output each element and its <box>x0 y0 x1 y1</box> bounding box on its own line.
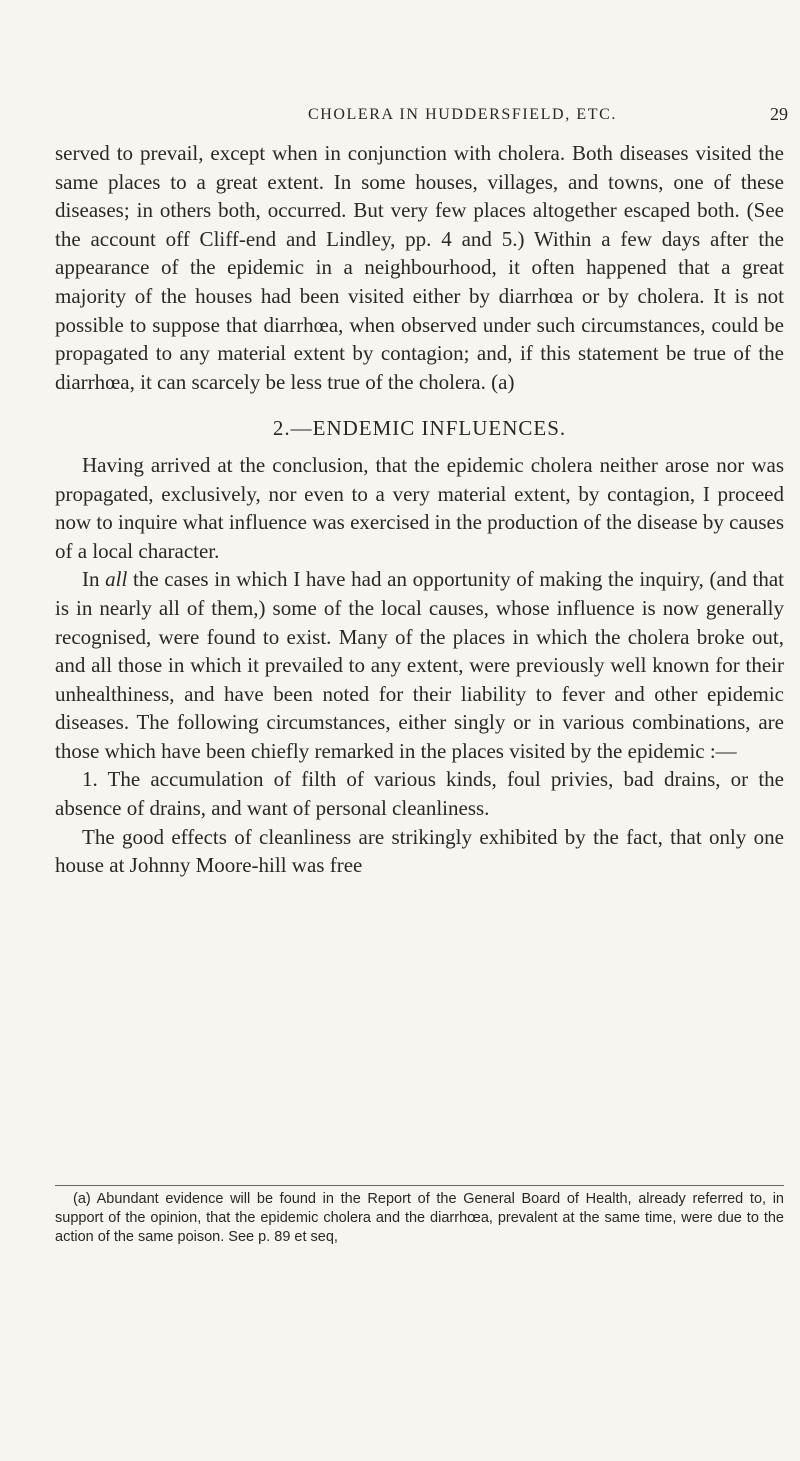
emphasis-all: all <box>105 567 128 592</box>
running-head <box>129 104 796 130</box>
page-number: 29 <box>770 104 788 124</box>
section-heading: 2.—ENDEMIC INFLUENCES. <box>272 416 567 441</box>
footnote-text: (a) Abundant evidence will be found in the Report of the General Board of Health, already referred to, in support of the opinion, that the epidemic cholera and the diarrhœa, prevalent at the same time, were due to the action of the same poison. See p. 89 et seq, <box>55 1191 784 1245</box>
paragraph-lead: In <box>82 567 106 592</box>
footnote-divider <box>55 1185 784 1186</box>
body-text <box>55 139 784 880</box>
paragraph <box>55 565 784 765</box>
paragraph-continued: served to prevail, except when in conjunction with cholera. Both diseases visited the same places to a great extent. In some houses, villages, and towns, one of these diseases; in others both, occurred. But very few places altogether escaped both. (See the account off Cliff-end and Lindley, pp. 4 and 5.) Within a few days after the appearance of the epidemic in a neighbourhood, it often happened that a great majority of the houses had been visited either by diarrhœa or by cholera. It is not possible to suppose that diarrhœa, when observed under such circumstances, could be propagated to any material extent by contagion; and, if this statement be true of the diarrhœa, it can scarcely be less true of the cholera. (a) <box>55 141 784 394</box>
running-head-title: CHOLERA IN HUDDERSFIELD, ETC. <box>307 106 618 123</box>
footnote <box>55 1190 784 1247</box>
paragraph: Having arrived at the conclusion, that the epidemic cholera neither arose nor was propagated, exclusively, nor even to a very material extent, by contagion, I proceed now to inquire what influence was exercised in the production of the disease by causes of a local character. <box>55 452 784 563</box>
paragraph: The good effects of cleanliness are strikingly exhibited by the fact, that only one house at Johnny Moore-hill was free <box>55 824 784 878</box>
paragraph-rest: the cases in which I have had an opportunity of making the inquiry, (and that is in nearly all of them,) some of the local causes, whose influence is now generally recognised, were found to exist. Many of the places in which the cholera broke out, and all those in which it prevailed to any extent, were previously well known for their unhealthiness, and have been noted for their liability to fever and other epidemic diseases. The following circumstances, either singly or in various combinations, are those which have been chiefly remarked in the places visited by the epidemic :— <box>55 567 784 763</box>
list-item: 1. The accumulation of filth of various kinds, foul privies, bad drains, or the absence of drains, and want of personal cleanliness. <box>55 767 784 821</box>
